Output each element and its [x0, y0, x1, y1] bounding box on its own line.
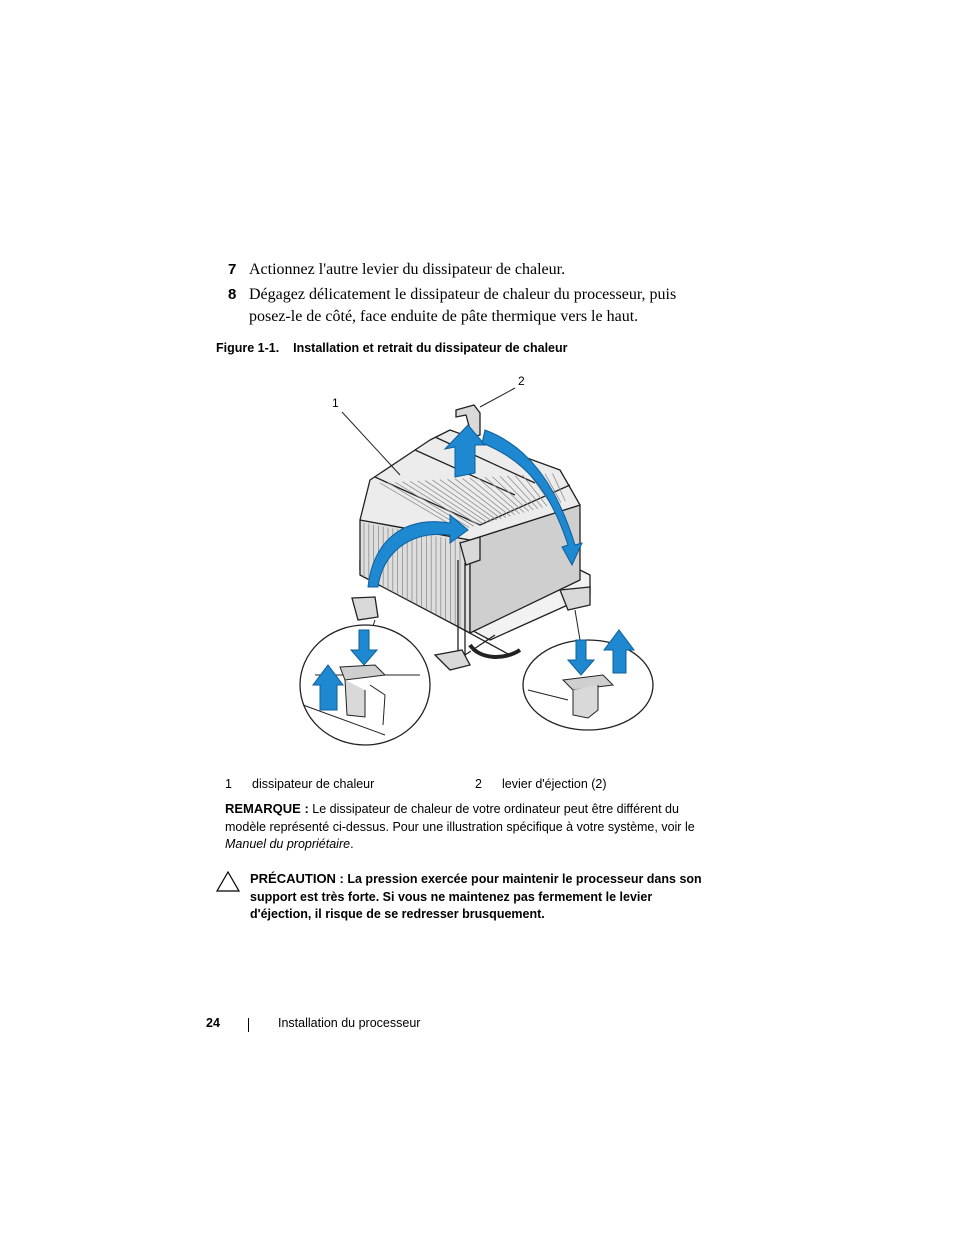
figure-caption — [216, 341, 568, 355]
step-text: Dégagez délicatement le dissipateur de chaleur du processeur, puis posez-le de côté, face enduite de pâte thermique vers le haut. — [249, 286, 677, 325]
legend-item-1 — [225, 777, 375, 791]
section-title: Installation du processeur — [278, 1016, 421, 1030]
note-label: REMARQUE : — [225, 801, 309, 816]
caution-triangle-icon — [216, 871, 240, 892]
callout-2: 2 — [518, 374, 525, 388]
owner-manual-reference: Manuel du propriétaire — [225, 837, 351, 851]
legend-number: 2 — [475, 777, 482, 791]
latch-left — [352, 597, 378, 620]
legend-number: 1 — [225, 777, 232, 791]
step-text: Actionnez l'autre levier du dissipateur de chaleur. — [249, 261, 566, 278]
caution-label: PRÉCAUTION : — [250, 871, 344, 886]
step-number: 8 — [228, 286, 237, 303]
note — [225, 800, 695, 854]
footer-divider — [248, 1018, 249, 1032]
step-number: 7 — [228, 261, 237, 278]
inset-right — [523, 630, 653, 730]
legend-item-2 — [475, 777, 607, 791]
note-text: Le dissipateur de chaleur de votre ordinateur peut être différent du modèle représenté ci-dessus. Pour une illustration spécifique à votre système, voir le — [225, 802, 695, 834]
legend-label: levier d'éjection (2) — [502, 777, 607, 791]
inset-left — [300, 625, 430, 745]
note-end: . — [350, 837, 354, 851]
caution-text: La pression exercée pour maintenir le processeur dans son support est très forte. Si vous ne maintenez pas fermement le levier d'éjection, il risque de se redresser brusquement. — [250, 872, 702, 921]
caution — [250, 870, 710, 924]
page-number: 24 — [206, 1016, 220, 1030]
callout-1: 1 — [332, 396, 339, 410]
legend-label: dissipateur de chaleur — [252, 777, 375, 791]
figure-caption-title: Installation et retrait du dissipateur de chaleur — [293, 341, 568, 355]
heatsink-illustration — [290, 365, 670, 765]
figure-caption-label: Figure 1-1. — [216, 341, 280, 355]
